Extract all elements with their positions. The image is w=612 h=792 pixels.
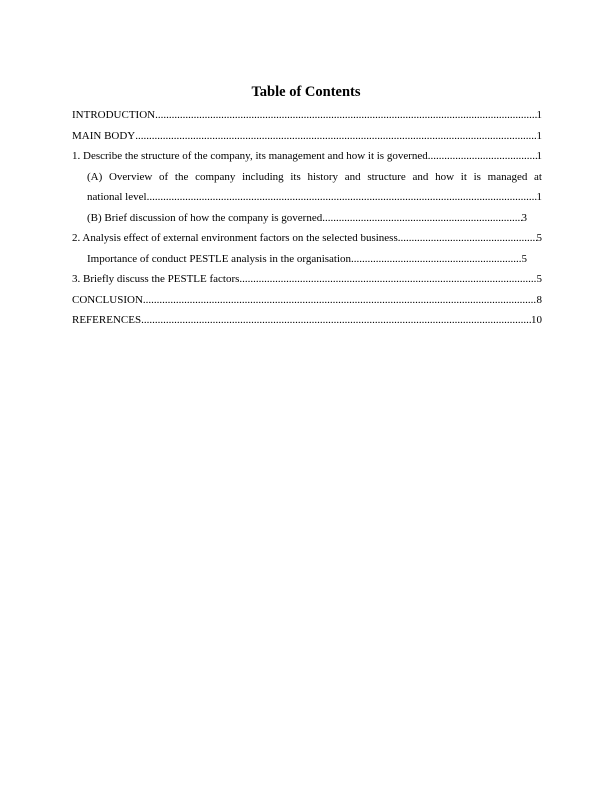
toc-entry-text: Importance of conduct PESTLE analysis in the organisation <box>87 252 352 265</box>
toc-entry-page: 5 <box>536 232 542 244</box>
toc-entry-main-body[interactable] <box>72 126 542 147</box>
toc-entry-section-1a[interactable] <box>72 187 542 208</box>
toc-entry-page: 5 <box>536 273 542 285</box>
toc-entry-page: 1 <box>536 129 542 142</box>
toc-entry-page: 5 <box>521 252 527 265</box>
toc-entry-page: 1 <box>536 191 542 203</box>
toc-entry-page: 1 <box>536 109 542 121</box>
toc-entry-references[interactable] <box>72 310 542 331</box>
toc-entry-section-1[interactable] <box>72 146 542 167</box>
toc-entry-page: 8 <box>536 293 542 306</box>
toc-entry-section-2[interactable] <box>72 228 542 249</box>
dot-leader <box>239 269 536 290</box>
dot-leader <box>143 290 537 311</box>
toc-entry-text: INTRODUCTION <box>72 109 156 121</box>
dot-leader <box>147 187 537 208</box>
toc-entry-text: 3. Briefly discuss the PESTLE factors <box>72 273 240 285</box>
toc-entry-text: CONCLUSION <box>72 293 143 306</box>
toc-entry-text: (A) Overview of the company including its history and structure and how it is managed at <box>87 170 542 183</box>
toc-entry-text: 1. Describe the structure of the company, its management and how it is governed <box>72 150 428 162</box>
toc-entry-introduction[interactable] <box>72 105 542 126</box>
toc-entry-conclusion[interactable] <box>72 290 542 311</box>
dot-leader <box>135 126 536 147</box>
toc-entry-text: MAIN BODY <box>72 129 136 142</box>
dot-leader <box>351 249 521 270</box>
toc-entry-text: 2. Analysis effect of external environment factors on the selected business <box>72 232 398 244</box>
toc-entry-page: 10 <box>531 314 542 326</box>
toc-entry-page: 3 <box>521 211 527 224</box>
dot-leader <box>322 208 521 229</box>
toc-entry-text: national level <box>87 191 147 203</box>
toc-entry-pestle-importance[interactable] <box>72 249 542 270</box>
toc-entry-section-3[interactable] <box>72 269 542 290</box>
dot-leader <box>155 105 536 126</box>
dot-leader <box>428 146 537 167</box>
table-of-contents <box>72 105 542 331</box>
toc-entry-section-1b[interactable] <box>72 208 542 229</box>
toc-title: Table of Contents <box>251 84 361 100</box>
toc-entry-text: REFERENCES <box>72 314 142 326</box>
toc-entry-page: 1 <box>536 150 542 162</box>
dot-leader <box>398 228 537 249</box>
toc-entry-text: (B) Brief discussion of how the company is governed <box>87 211 323 224</box>
dot-leader <box>141 310 531 331</box>
toc-entry-section-1a-line1[interactable] <box>72 167 542 188</box>
